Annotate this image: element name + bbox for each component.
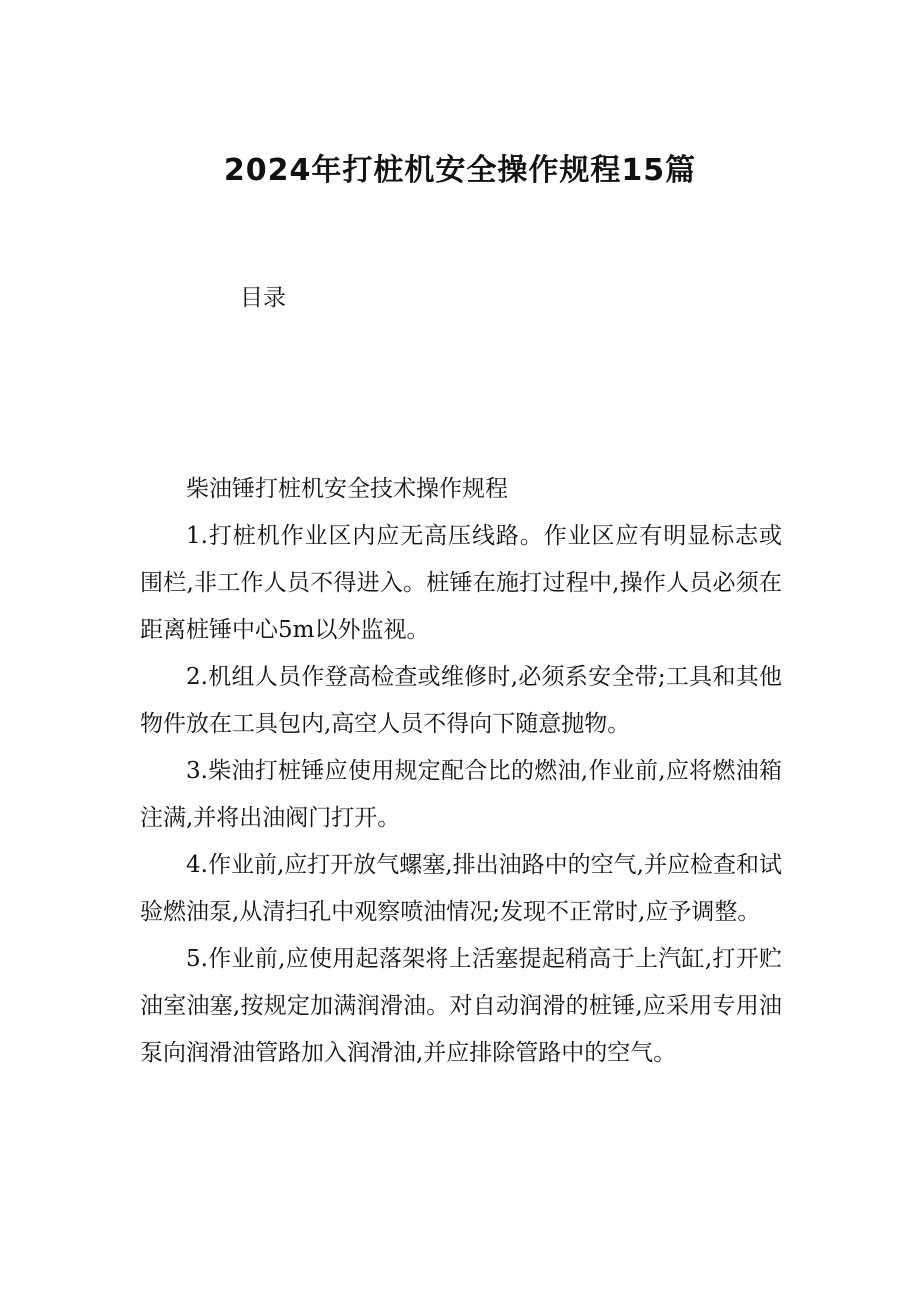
paragraph-2: 2.机组人员作登高检查或维修时,必须系安全带;工具和其他物件放在工具包内,高空人员不得向下随意抛物。: [140, 664, 782, 737]
toc-label: 目录: [240, 285, 286, 311]
paragraph-3: 3.柴油打桩锤应使用规定配合比的燃油,作业前,应将燃油箱注满,并将出油阀门打开。: [140, 758, 782, 831]
document-body: [140, 466, 782, 1077]
paragraph-4: 4.作业前,应打开放气螺塞,排出油路中的空气,并应检查和试验燃油泵,从清扫孔中观察喷油情况;发现不正常时,应予调整。: [140, 852, 782, 925]
section-title: 柴油锤打桩机安全技术操作规程: [186, 476, 508, 502]
paragraph-1: 1.打桩机作业区内应无高压线路。作业区应有明显标志或围栏,非工作人员不得进入。桩锤在施打过程中,操作人员必须在距离桩锤中心5m以外监视。: [140, 523, 782, 643]
document-title: 2024年打桩机安全操作规程15篇: [223, 153, 697, 188]
paragraph-5: 5.作业前,应使用起落架将上活塞提起稍高于上汽缸,打开贮油室油塞,按规定加满润滑油。对自动润滑的桩锤,应采用专用油泵向润滑油管路加入润滑油,并应排除管路中的空气。: [140, 946, 782, 1066]
